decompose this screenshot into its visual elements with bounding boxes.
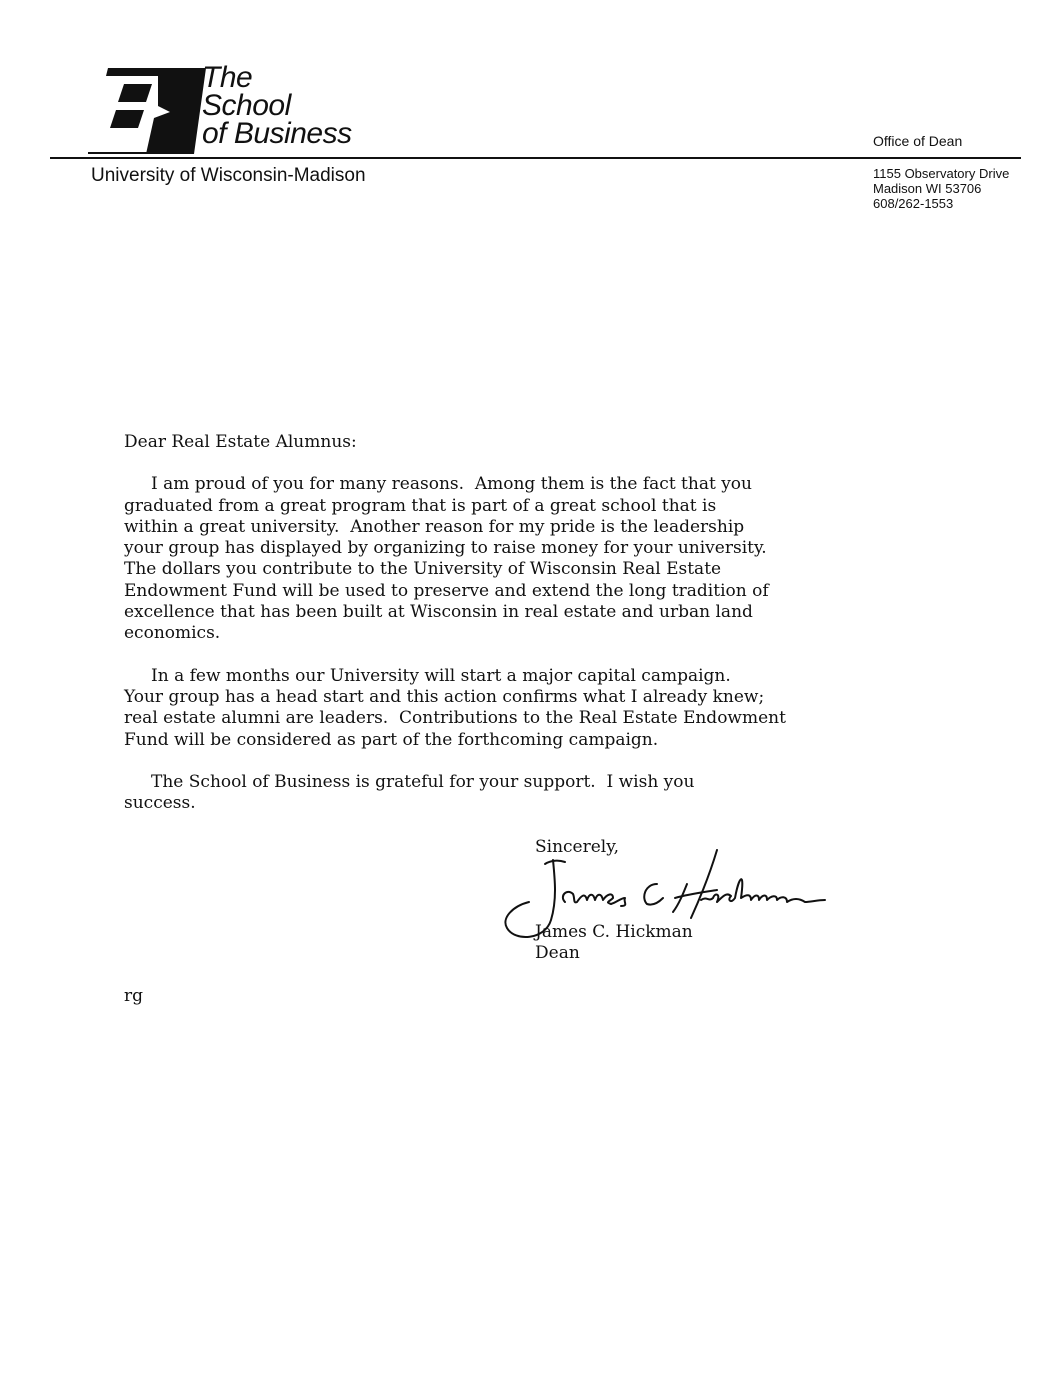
paragraph-1: I am proud of you for many reasons. Among them is the fact that you graduated from a great program that is part of a great school that is within a great university. Another reason for my pride is the leadership your group has displayed by organizing to raise money for your university. The dollars you contribute to the University of Wisconsin Real Estate Endowment Fund will be used to preserve and extend the long tradition of excellence that has been built at Wisconsin in real estate and urban land economics. — [124, 474, 769, 644]
logo-line-the: The — [202, 61, 253, 94]
address-city: Madison WI 53706 — [873, 181, 982, 196]
letterhead-divider — [50, 157, 1021, 159]
paragraph-3: The School of Business is grateful for your support. I wish you success. — [124, 771, 695, 814]
address-street: 1155 Observatory Drive — [873, 166, 1010, 181]
letterhead-logo — [88, 62, 388, 156]
logo-line-business: of Business — [202, 117, 352, 150]
typist-initials: rg — [124, 986, 144, 1006]
letter-body — [124, 432, 954, 835]
closing: Sincerely, — [535, 837, 619, 857]
logo-wordmark — [202, 61, 352, 150]
office-label: Office of Dean — [873, 133, 963, 149]
signer-block — [535, 922, 693, 965]
university-name: University of Wisconsin-Madison — [91, 165, 366, 186]
logo-line-school: School — [202, 89, 291, 122]
address-phone: 608/262-1553 — [873, 196, 954, 211]
office-address — [873, 166, 1009, 211]
signer-title: Dean — [535, 943, 580, 964]
signer-name: James C. Hickman — [535, 922, 693, 942]
salutation: Dear Real Estate Alumnus: — [124, 432, 357, 452]
b-logo-icon — [88, 62, 208, 156]
paragraph-2: In a few months our University will start a major capital campaign. Your group has a head start and this action confirms what I already knew; real estate alumni are leaders. Contributions to the Real Estate Endowment Fund will be considered as part of the forthcoming campaign. — [124, 665, 786, 750]
